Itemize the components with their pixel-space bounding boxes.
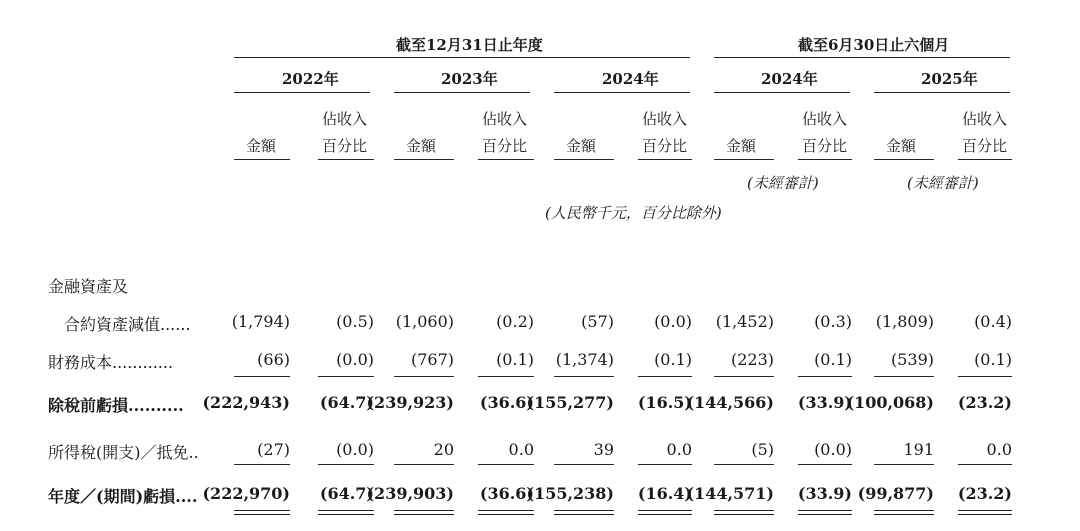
year-rule [234,92,370,93]
table-cell: (0.0) [814,440,852,459]
table-cell: (155,277) [526,393,614,412]
double-rule [234,510,290,515]
single-rule [234,464,290,465]
year-header-2022: 2022年 [282,70,339,88]
row-label: 合約資產減值...... [64,315,191,334]
table-cell: (66) [257,350,290,369]
table-cell: (222,970) [202,484,290,503]
table-cell: (33.9) [797,484,852,503]
table-cell: 39 [593,440,614,459]
year-header-2023: 2023年 [441,70,498,88]
double-rule [638,510,692,515]
table-cell: 0.0 [666,440,692,459]
single-rule [958,464,1012,465]
table-cell: (539) [890,350,934,369]
row-label: 除稅前虧損.......... [48,396,184,415]
col-header-pct: 百分比 [322,137,368,155]
group-rule-year-end [234,57,690,58]
table-cell: (239,923) [366,393,454,412]
col-header-rule [638,159,692,160]
year-header-2024-h1: 2024年 [761,70,818,88]
col-header-amount: 金額 [726,137,757,155]
table-cell: (0.4) [974,312,1012,331]
table-cell: (100,068) [846,393,934,412]
col-header-rule [798,159,852,160]
table-cell: (0.0) [654,312,692,331]
single-rule [318,464,374,465]
group-rule-six-months [714,57,1010,58]
double-rule [318,510,374,515]
col-header-rule [554,159,614,160]
row-label: 年度／(期間)虧損.... [48,487,198,506]
col-header-rule [394,159,454,160]
col-header-pct: 佔收入 [802,110,848,128]
unaudited-note-2024: (未經審計) [747,174,819,192]
table-cell: (0.0) [336,440,374,459]
table-cell: (57) [581,312,614,331]
year-rule [714,92,850,93]
table-cell: (0.1) [974,350,1012,369]
table-cell: (0.5) [336,312,374,331]
group-header-year-end: 截至12月31日止年度 [396,36,543,54]
row-label-line1: 金融資產及 [48,277,129,296]
col-header-pct: 百分比 [962,137,1008,155]
table-cell: 20 [433,440,454,459]
table-cell: (767) [410,350,454,369]
double-rule [394,510,454,515]
table-cell: (0.1) [496,350,534,369]
table-cell: (223) [730,350,774,369]
single-rule [958,376,1012,377]
table-cell: (0.2) [496,312,534,331]
year-header-2025-h1: 2025年 [921,70,978,88]
col-header-rule [874,159,934,160]
col-header-pct: 佔收入 [322,110,368,128]
col-header-rule [318,159,374,160]
col-header-rule [234,159,290,160]
table-cell: (1,809) [875,312,934,331]
single-rule [638,376,692,377]
table-cell: (23.2) [957,393,1012,412]
single-rule [874,376,934,377]
single-rule [478,464,534,465]
table-cell: (0.1) [814,350,852,369]
table-cell: (222,943) [202,393,290,412]
table-cell: (36.6) [479,484,534,503]
table-cell: 191 [903,440,934,459]
table-cell: (1,794) [231,312,290,331]
table-cell: (1,374) [555,350,614,369]
single-rule [798,464,852,465]
table-cell: 0.0 [508,440,534,459]
single-rule [638,464,692,465]
single-rule [394,464,454,465]
unit-note: (人民幣千元，百分比除外) [545,204,722,222]
table-cell: 0.0 [986,440,1012,459]
single-rule [798,376,852,377]
single-rule [234,376,290,377]
table-cell: (36.6) [479,393,534,412]
table-cell: (0.3) [814,312,852,331]
year-rule [394,92,530,93]
table-cell: (64.7) [319,484,374,503]
year-header-2024: 2024年 [602,70,659,88]
double-rule [798,510,852,515]
table-cell: (144,566) [686,393,774,412]
table-cell: (155,238) [526,484,614,503]
table-cell: (64.7) [319,393,374,412]
single-rule [714,376,774,377]
table-cell: (144,571) [686,484,774,503]
table-cell: (5) [751,440,774,459]
table-cell: (1,060) [395,312,454,331]
col-header-pct: 佔收入 [642,110,688,128]
single-rule [714,464,774,465]
year-rule [874,92,1010,93]
double-rule [554,510,614,515]
single-rule [874,464,934,465]
table-cell: (27) [257,440,290,459]
single-rule [318,376,374,377]
table-cell: (16.5) [637,393,692,412]
col-header-rule [958,159,1012,160]
col-header-rule [478,159,534,160]
row-label: 所得稅(開支)／抵免.. [48,443,199,462]
row-label: 財務成本............ [48,353,174,372]
table-cell: (0.1) [654,350,692,369]
table-cell: (23.2) [957,484,1012,503]
table-cell: (16.4) [637,484,692,503]
double-rule [478,510,534,515]
double-rule [874,510,934,515]
table-cell: (239,903) [366,484,454,503]
col-header-pct: 百分比 [802,137,848,155]
double-rule [958,510,1012,515]
col-header-rule [714,159,774,160]
double-rule [714,510,774,515]
col-header-pct: 佔收入 [962,110,1008,128]
single-rule [478,376,534,377]
table-cell: (0.0) [336,350,374,369]
group-header-six-months: 截至6月30日止六個月 [798,36,950,54]
col-header-amount: 金額 [886,137,917,155]
col-header-amount: 金額 [246,137,277,155]
table-cell: (1,452) [715,312,774,331]
single-rule [554,464,614,465]
year-rule [554,92,690,93]
single-rule [554,376,614,377]
col-header-pct: 百分比 [642,137,688,155]
single-rule [394,376,454,377]
col-header-pct: 百分比 [482,137,528,155]
col-header-amount: 金額 [566,137,597,155]
table-cell: (33.9) [797,393,852,412]
unaudited-note-2025: (未經審計) [907,174,979,192]
col-header-pct: 佔收入 [482,110,528,128]
table-cell: (99,877) [857,484,934,503]
col-header-amount: 金額 [406,137,437,155]
